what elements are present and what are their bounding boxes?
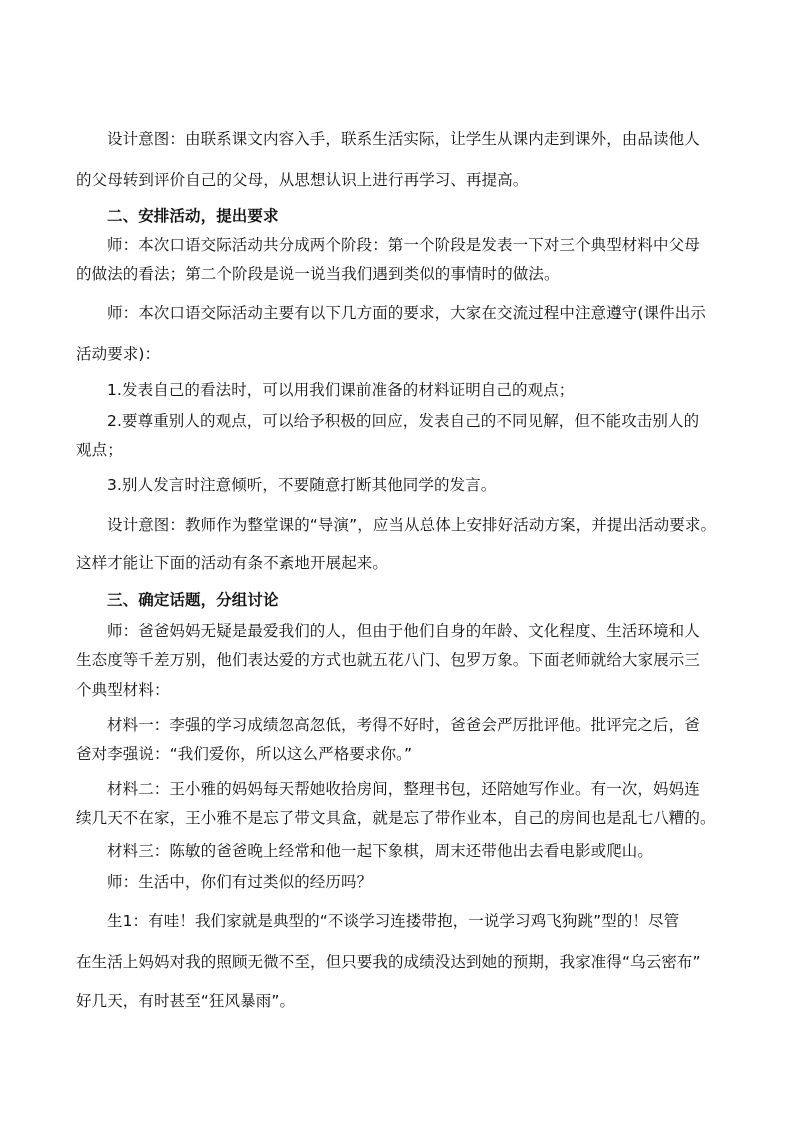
design-intent-paragraph-2-line-1: 设计意图：教师作为整堂课的“导演”，应当从总体上安排好活动方案，并提出活动要求。	[107, 516, 717, 534]
teacher-question: 师：生活中，你们有过类似的经历吗？	[107, 873, 373, 891]
design-intent-paragraph-1-line-2: 的父母转到评价自己的父母，从思想认识上进行再学习、再提高。	[76, 171, 529, 189]
teacher-paragraph-3-line-1: 师：爸爸妈妈无疑是最爱我们的人，但由于他们自身的年龄、文化程度、生活环境和人	[107, 622, 700, 640]
teacher-paragraph-3-line-2: 生态度等千差万别，他们表达爱的方式也就五花八门、包罗万象。下面老师就给大家展示三	[76, 651, 701, 669]
design-intent-paragraph-1-line-1: 设计意图：由联系课文内容入手，联系生活实际，让学生从课内走到课外，由品读他人	[107, 130, 700, 148]
teacher-paragraph-1-line-2: 的做法的看法；第二个阶段是说一说当我们遇到类似的事情时的做法。	[76, 265, 560, 283]
material-2-line-1: 材料二：王小雅的妈妈每天帮她收拾房间，整理书包，还陪她写作业。有一次，妈妈连	[107, 780, 700, 798]
material-2-line-2: 续几天不在家，王小雅不是忘了带文具盒，就是忘了带作业本，自己的房间也是乱七八糟的。	[76, 809, 716, 827]
design-intent-paragraph-2-line-2: 这样才能让下面的活动有条不紊地开展起来。	[76, 554, 389, 572]
material-1-line-2: 爸对李强说：“我们爱你，所以这么严格要求你。”	[76, 745, 413, 763]
requirement-3: 3.别人发言时注意倾听，不要随意打断其他同学的发言。	[107, 476, 497, 494]
requirement-1: 1.发表自己的看法时，可以用我们课前准备的材料证明自己的观点；	[107, 381, 575, 399]
student-1-line-3: 好几天，有时甚至“狂风暴雨”。	[76, 992, 296, 1010]
teacher-paragraph-1-line-1: 师：本次口语交际活动共分成两个阶段：第一个阶段是发表一下对三个典型材料中父母	[107, 236, 700, 254]
teacher-paragraph-3-line-3: 个典型材料：	[76, 681, 170, 699]
student-1-line-1: 生1：有哇！我们家就是典型的“不谈学习连搂带抱，一说学习鸡飞狗跳”型的！尽管	[107, 912, 680, 930]
teacher-paragraph-2-line-1: 师：本次口语交际活动主要有以下几方面的要求，大家在交流过程中注意遵守(课件出示	[107, 304, 706, 322]
requirement-2-line-2: 观点；	[76, 441, 123, 459]
requirement-2-line-1: 2.要尊重别人的观点，可以给予积极的回应，发表自己的不同见解，但不能攻击别人的	[107, 412, 700, 430]
teacher-paragraph-2-line-2: 活动要求)：	[76, 345, 161, 363]
section-heading-2: 二、安排活动，提出要求	[107, 207, 279, 225]
material-3: 材料三：陈敏的爸爸晚上经常和他一起下象棋，周末还带他出去看电影或爬山。	[107, 842, 654, 860]
material-1-line-1: 材料一：李强的学习成绩忽高忽低，考得不好时，爸爸会严厉批评他。批评完之后，爸	[107, 716, 700, 734]
student-1-line-2: 在生活上妈妈对我的照顾无微不至，但只要我的成绩没达到她的预期，我家准得“乌云密布”	[76, 953, 701, 971]
section-heading-3: 三、确定话题，分组讨论	[107, 591, 279, 609]
